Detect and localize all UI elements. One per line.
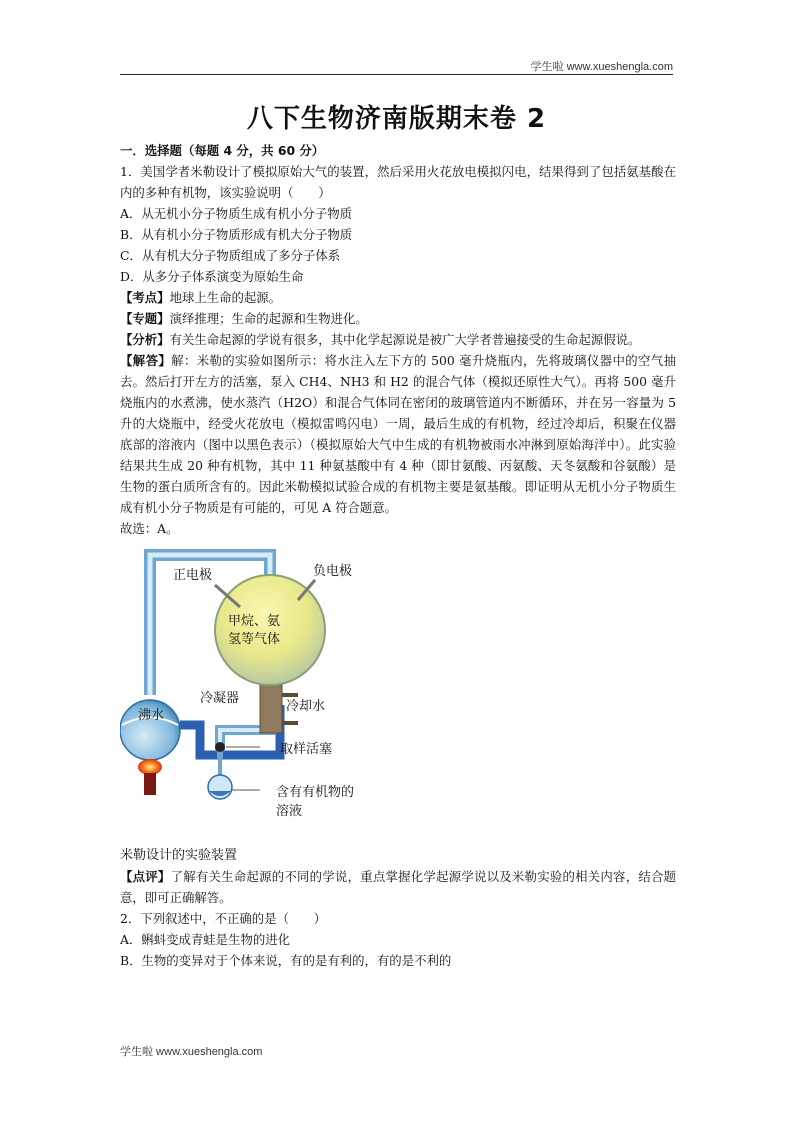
main-content <box>120 140 676 971</box>
fenxi-text: 有关生命起源的学说有很多，其中化学起源说是被广大学者普遍接受的生命起源假说。 <box>169 332 641 347</box>
footer-site: 学生啦 www.xueshengla.com <box>120 1046 263 1058</box>
q1-kaodian <box>120 287 676 308</box>
q1-option-d: D．从多分子体系演变为原始生命 <box>120 269 304 284</box>
label-solution-line2: 溶液 <box>276 804 303 819</box>
q1-option-a: A．从无机小分子物质生成有机小分子物质 <box>120 206 352 221</box>
section-heading: 一．选择题（每题 4 分，共 60 分） <box>120 143 325 158</box>
header-rule <box>120 74 673 75</box>
label-sampling-valve: 取样活塞 <box>280 742 333 757</box>
label-condenser: 冷凝器 <box>200 691 240 706</box>
fenxi-label: 【分析】 <box>120 332 170 347</box>
q1-answer: 故选：A。 <box>120 521 179 536</box>
dianping-label: 【点评】 <box>120 869 171 884</box>
label-boiling-water: 沸水 <box>138 708 165 723</box>
q1-jieda <box>120 350 676 518</box>
flame-icon <box>138 759 162 775</box>
q1-dianping <box>120 866 676 908</box>
miller-apparatus-figure <box>120 545 390 845</box>
q1-zhuanti <box>120 308 676 329</box>
kaodian-label: 【考点】 <box>120 290 170 305</box>
sampling-valve <box>215 742 225 752</box>
label-positive-electrode: 正电极 <box>173 568 213 583</box>
q1-option-c: C．从有机大分子物质组成了多分子体系 <box>120 248 341 263</box>
zhuanti-label: 【专题】 <box>120 311 170 326</box>
q1-option-b: B．从有机小分子物质形成有机大分子物质 <box>120 227 353 242</box>
q2-stem: 2．下列叙述中，不正确的是（ ） <box>120 911 327 926</box>
condenser-jacket <box>260 685 282 733</box>
page-title: 八下生物济南版期末卷 2 <box>246 104 547 134</box>
q1-fenxi <box>120 329 676 350</box>
header-site: 学生啦 www.xueshengla.com <box>530 61 673 73</box>
burner <box>144 773 156 795</box>
jieda-label: 【解答】 <box>120 353 172 368</box>
dianping-text: 了解有关生命起源的不同的学说，重点掌握化学起源学说以及米勒实验的相关内容，结合题意，即可正确解答。 <box>120 869 677 905</box>
jieda-text: 解：米勒的实验如图所示：将水注入左下方的 500 毫升烧瓶内，先将玻璃仪器中的空气抽去。然后打开左方的活塞，泵入 CH4、NH3 和 H2 的混合气体（模拟还原性大气）。再将 500 毫升烧瓶内的水煮沸，使水蒸汽（H2O）和混合气体同在密闭的玻璃管道内不断循环，并在另一容量为 5 升的大烧瓶中，经受火花放电（模拟雷鸣闪电）一周，最后生成的有机物，经过冷却后，积聚在仪器底部的溶液内（图中以黑色表示）（模拟原始大气中生成的有机物被雨水冲淋到原始海洋中）。此实验结果共生成 20 种有机物，其中 11 种氨基酸中有 4 种（即甘氨酸、丙氨酸、天冬氨酸和谷氨酸）是生物的蛋白质所含有的。因此米勒模拟试验合成的有机物主要是氨基酸。即证明从无机小分子物质生成有机小分子物质是有可能的，可见 A 符合题意。 <box>120 353 677 515</box>
figure-caption: 米勒设计的实验装置 <box>120 848 238 863</box>
label-solution-line1: 含有有机物的 <box>276 785 355 800</box>
zhuanti-text: 演绎推理；生命的起源和生物进化。 <box>169 311 368 326</box>
label-gas-line1: 甲烷、氨 <box>228 614 281 629</box>
kaodian-text: 地球上生命的起源。 <box>169 290 282 305</box>
q2-option-b: B．生物的变异对于个体来说，有的是有利的，有的是不利的 <box>120 953 452 968</box>
label-cooling-water: 冷却水 <box>286 699 326 714</box>
q1-stem: 1．美国学者米勒设计了模拟原始大气的装置，然后采用火花放电模拟闪电，结果得到了包括氨基酸在内的多种有机物，该实验说明（ ） <box>120 164 676 200</box>
label-gas-line2: 氢等气体 <box>228 632 281 647</box>
label-negative-electrode: 负电极 <box>313 564 353 579</box>
q2-option-a: A．蝌蚪变成青蛙是生物的进化 <box>120 932 291 947</box>
